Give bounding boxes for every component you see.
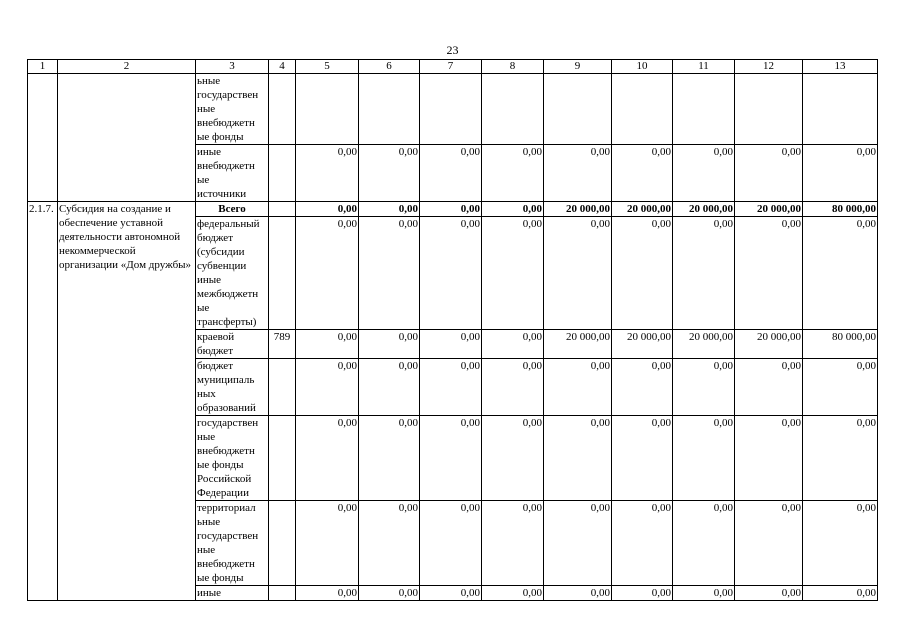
amount-cell <box>296 74 359 145</box>
amount-cell: 0,00 <box>420 359 482 416</box>
amount-cell: 0,00 <box>735 501 803 586</box>
code-cell <box>269 74 296 145</box>
column-header: 6 <box>359 60 420 74</box>
amount-cell: 0,00 <box>420 330 482 359</box>
amount-cell: 0,00 <box>735 145 803 202</box>
amount-cell: 0,00 <box>673 416 735 501</box>
amount-cell: 20 000,00 <box>735 202 803 217</box>
column-header: 5 <box>296 60 359 74</box>
amount-cell: 0,00 <box>482 217 544 330</box>
funding-source-cell: территориал ьные государствен ные внебюджетн ые фонды <box>196 501 269 586</box>
amount-cell: 0,00 <box>612 416 673 501</box>
amount-cell: 0,00 <box>735 359 803 416</box>
amount-cell: 0,00 <box>612 217 673 330</box>
amount-cell: 0,00 <box>359 330 420 359</box>
budget-table <box>27 59 878 601</box>
amount-cell: 20 000,00 <box>735 330 803 359</box>
amount-cell <box>803 74 878 145</box>
amount-cell: 0,00 <box>482 145 544 202</box>
amount-cell: 0,00 <box>359 145 420 202</box>
amount-cell <box>612 74 673 145</box>
amount-cell: 0,00 <box>544 145 612 202</box>
amount-cell: 0,00 <box>735 217 803 330</box>
amount-cell: 0,00 <box>803 217 878 330</box>
code-cell <box>269 202 296 217</box>
column-header: 11 <box>673 60 735 74</box>
amount-cell: 20 000,00 <box>612 202 673 217</box>
funding-source-cell: Всего <box>196 202 269 217</box>
amount-cell: 0,00 <box>544 501 612 586</box>
amount-cell: 0,00 <box>482 202 544 217</box>
table-row <box>28 74 878 145</box>
amount-cell: 80 000,00 <box>803 330 878 359</box>
funding-source-cell: государствен ные внебюджетн ые фонды Российской Федерации <box>196 416 269 501</box>
amount-cell: 0,00 <box>296 330 359 359</box>
amount-cell: 0,00 <box>673 217 735 330</box>
amount-cell: 0,00 <box>612 145 673 202</box>
amount-cell: 0,00 <box>735 416 803 501</box>
amount-cell: 0,00 <box>296 202 359 217</box>
amount-cell: 20 000,00 <box>673 330 735 359</box>
amount-cell: 0,00 <box>803 359 878 416</box>
amount-cell: 0,00 <box>359 586 420 601</box>
amount-cell: 0,00 <box>296 501 359 586</box>
amount-cell: 0,00 <box>359 501 420 586</box>
code-cell <box>269 501 296 586</box>
amount-cell: 20 000,00 <box>544 330 612 359</box>
amount-cell: 20 000,00 <box>673 202 735 217</box>
column-header: 13 <box>803 60 878 74</box>
funding-source-cell: федеральный бюджет (субсидии субвенции иные межбюджетн ые трансферты) <box>196 217 269 330</box>
code-cell: 789 <box>269 330 296 359</box>
amount-cell <box>482 74 544 145</box>
amount-cell: 0,00 <box>420 586 482 601</box>
amount-cell: 0,00 <box>296 416 359 501</box>
amount-cell: 0,00 <box>482 359 544 416</box>
amount-cell: 0,00 <box>803 145 878 202</box>
amount-cell: 0,00 <box>803 501 878 586</box>
amount-cell: 0,00 <box>482 330 544 359</box>
funding-source-cell: иные <box>196 586 269 601</box>
amount-cell: 0,00 <box>482 416 544 501</box>
amount-cell: 0,00 <box>420 501 482 586</box>
amount-cell <box>359 74 420 145</box>
code-cell <box>269 416 296 501</box>
measure-name-cell <box>58 74 196 202</box>
column-header: 8 <box>482 60 544 74</box>
table-row <box>28 202 878 217</box>
amount-cell: 80 000,00 <box>803 202 878 217</box>
funding-source-cell: ьные государствен ные внебюджетн ые фонды <box>196 74 269 145</box>
amount-cell: 0,00 <box>296 586 359 601</box>
amount-cell: 0,00 <box>673 359 735 416</box>
amount-cell: 0,00 <box>544 217 612 330</box>
amount-cell: 0,00 <box>735 586 803 601</box>
amount-cell: 0,00 <box>673 586 735 601</box>
code-cell <box>269 586 296 601</box>
code-cell <box>269 217 296 330</box>
amount-cell: 0,00 <box>420 145 482 202</box>
measure-name-cell: Субсидия на создание и обеспечение уставной деятельности автономной некоммерческой организации «Дом дружбы» <box>58 202 196 601</box>
funding-source-cell: краевой бюджет <box>196 330 269 359</box>
amount-cell: 0,00 <box>544 359 612 416</box>
amount-cell: 0,00 <box>359 416 420 501</box>
amount-cell: 0,00 <box>673 501 735 586</box>
amount-cell <box>673 74 735 145</box>
amount-cell: 0,00 <box>544 586 612 601</box>
amount-cell: 20 000,00 <box>612 330 673 359</box>
header-row <box>28 60 878 74</box>
amount-cell: 0,00 <box>803 586 878 601</box>
funding-source-cell: бюджет муниципаль ных образований <box>196 359 269 416</box>
amount-cell: 0,00 <box>359 202 420 217</box>
amount-cell <box>420 74 482 145</box>
amount-cell: 0,00 <box>359 217 420 330</box>
column-header: 7 <box>420 60 482 74</box>
funding-source-cell: иные внебюджетн ые источники <box>196 145 269 202</box>
row-number-cell: 2.1.7. <box>28 202 58 601</box>
amount-cell: 0,00 <box>420 416 482 501</box>
column-header: 2 <box>58 60 196 74</box>
amount-cell: 20 000,00 <box>544 202 612 217</box>
amount-cell: 0,00 <box>673 145 735 202</box>
row-number-cell <box>28 74 58 202</box>
amount-cell: 0,00 <box>296 145 359 202</box>
amount-cell: 0,00 <box>296 217 359 330</box>
column-header: 9 <box>544 60 612 74</box>
column-header: 3 <box>196 60 269 74</box>
amount-cell: 0,00 <box>482 501 544 586</box>
column-header: 4 <box>269 60 296 74</box>
code-cell <box>269 145 296 202</box>
amount-cell: 0,00 <box>612 501 673 586</box>
amount-cell <box>735 74 803 145</box>
amount-cell: 0,00 <box>296 359 359 416</box>
amount-cell: 0,00 <box>482 586 544 601</box>
column-header: 12 <box>735 60 803 74</box>
amount-cell: 0,00 <box>544 416 612 501</box>
amount-cell: 0,00 <box>420 217 482 330</box>
page-number: 23 <box>446 43 459 57</box>
amount-cell: 0,00 <box>803 416 878 501</box>
column-header: 10 <box>612 60 673 74</box>
column-header: 1 <box>28 60 58 74</box>
code-cell <box>269 359 296 416</box>
amount-cell <box>544 74 612 145</box>
amount-cell: 0,00 <box>612 359 673 416</box>
amount-cell: 0,00 <box>359 359 420 416</box>
amount-cell: 0,00 <box>420 202 482 217</box>
amount-cell: 0,00 <box>612 586 673 601</box>
